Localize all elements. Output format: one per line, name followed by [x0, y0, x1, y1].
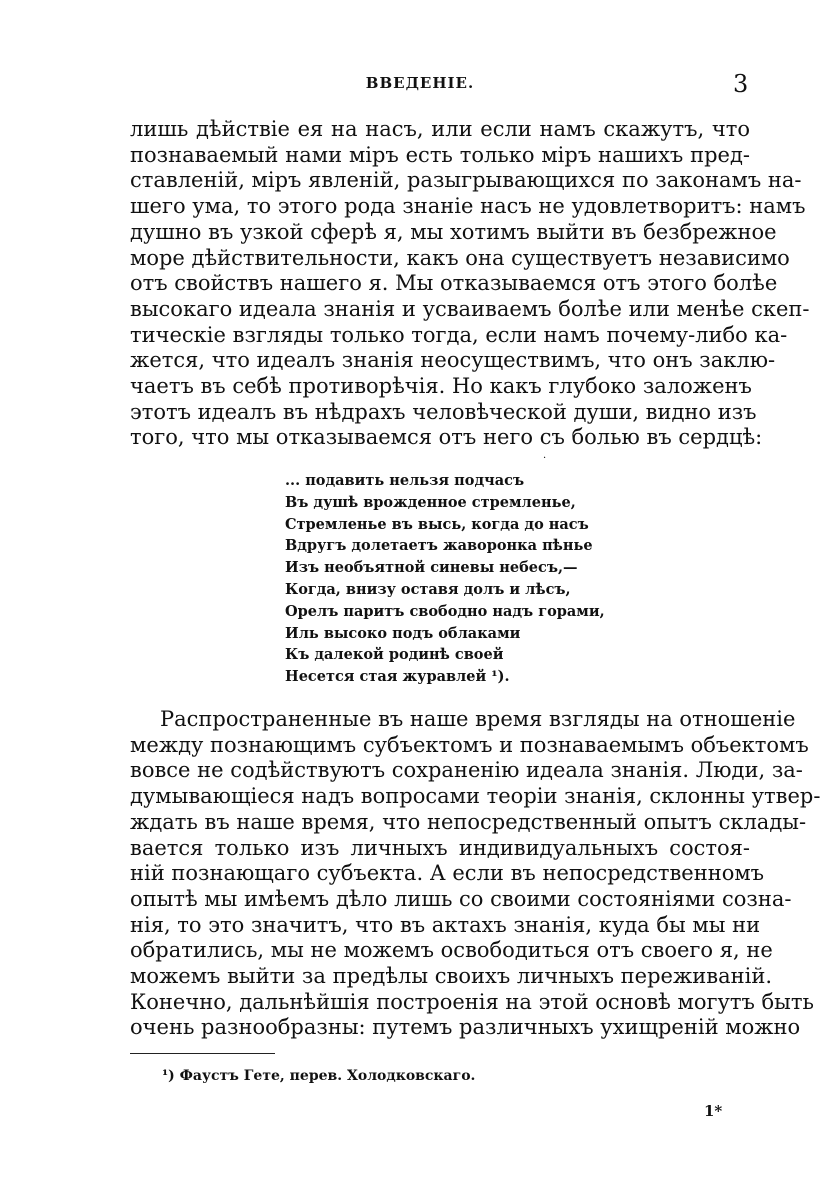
verse-line: Когда, внизу оставя долъ и лѣсъ,	[285, 580, 571, 598]
verse-line: Иль высоко подъ облаками	[285, 624, 521, 642]
verse-line: Въ душѣ врожденное стремленье,	[285, 493, 576, 511]
paragraph-line: тическіе взгляды только тогда, если намъ почему-либо ка-	[130, 322, 788, 347]
paragraph-line: очень разнообразны: путемъ различныхъ ухищреній можно	[130, 1015, 801, 1040]
paragraph-line: познаваемый нами міръ есть только міръ нашихъ пред-	[130, 142, 750, 167]
paragraph-line: обратились, мы не можемъ освободиться отъ своего я, не	[130, 938, 773, 963]
paragraph-line: шего ума, то этого рода знаніе насъ не удовлетворитъ: намъ	[130, 194, 806, 219]
verse-line: Стремленье въ высь, когда до насъ	[285, 515, 589, 533]
paragraph-2	[130, 707, 821, 1041]
footnote: ¹) Фаустъ Гете, перев. Холодковскаго.	[162, 1068, 476, 1084]
paragraph-line: лишь дѣйствіе ея на насъ, или если намъ скажутъ, что	[130, 117, 750, 141]
paragraph-line: нія, то это значитъ, что въ актахъ знанія, куда бы мы ни	[130, 912, 761, 937]
verse-line: Орелъ паритъ свободно надъ горами,	[285, 602, 605, 620]
paragraph-1	[130, 117, 810, 451]
paragraph-line: душно въ узкой сферѣ я, мы хотимъ выйти въ безбрежное	[130, 219, 777, 244]
paragraph-line: опытѣ мы имѣемъ дѣло лишь со своими состояніями созна-	[130, 886, 792, 911]
paragraph-line: высокаго идеала знанія и усваиваемъ болѣе или менѣе скеп-	[130, 296, 810, 321]
paragraph-line: ждать въ наше время, что непосредственный опытъ склады-	[130, 809, 807, 834]
paragraph-line: можемъ выйти за предѣлы своихъ личныхъ переживаній.	[130, 964, 773, 989]
verse-line: Изъ необъятной синевы небесъ,—	[285, 559, 578, 577]
paragraph-line: вается только изъ личныхъ индивидуальныхъ состоя-	[130, 835, 750, 860]
paragraph-line: вовсе не содѣйствуютъ сохраненію идеала знанія. Люди, за-	[130, 758, 803, 783]
paragraph-line: ставленій, міръ явленій, разыгрывающихся по законамъ на-	[130, 168, 802, 193]
paragraph-line: Распространенные въ наше время взгляды на отношеніе	[160, 707, 796, 731]
paragraph-line: думывающіеся надъ вопросами теоріи знанія, склонны утвер-	[130, 784, 821, 809]
paragraph-line: между познающимъ субъектомъ и познаваемымъ объектомъ	[130, 732, 809, 757]
verse-line: ... подавить нельзя подчасъ	[285, 472, 525, 489]
paragraph-line: того, что мы отказываемся отъ него съ болью въ сердцѣ:	[130, 425, 763, 450]
verse-line: Къ далекой родинѣ своей	[285, 646, 504, 664]
verse-line: Вдругъ долетаетъ жаворонка пѣнье	[285, 537, 593, 555]
footnote-divider	[130, 1053, 275, 1054]
verse-line: Несется стая журавлей ¹).	[285, 668, 510, 686]
paragraph-line: Конечно, дальнѣйшія построенія на этой основѣ могутъ быть	[130, 989, 814, 1014]
paragraph-line: отъ свойствъ нашего я. Мы отказываемся отъ этого болѣе	[130, 271, 778, 296]
paragraph-line: этотъ идеалъ въ нѣдрахъ человѣческой души, видно изъ	[130, 399, 757, 424]
page-header-title: ВВЕДЕНІЕ.	[365, 74, 475, 92]
stray-dot: ·	[543, 453, 547, 464]
paragraph-line: чаетъ въ себѣ противорѣчія. Но какъ глубоко заложенъ	[130, 374, 752, 399]
signature-mark: 1*	[704, 1102, 723, 1120]
verse-quote	[285, 470, 615, 688]
page-number: 3	[733, 70, 749, 98]
paragraph-line: ній познающаго субъекта. А если въ непосредственномъ	[130, 861, 765, 886]
paragraph-line: жется, что идеалъ знанія неосуществимъ, что онъ заклю-	[130, 348, 776, 373]
paragraph-line: море дѣйствительности, какъ она существуетъ независимо	[130, 245, 790, 270]
